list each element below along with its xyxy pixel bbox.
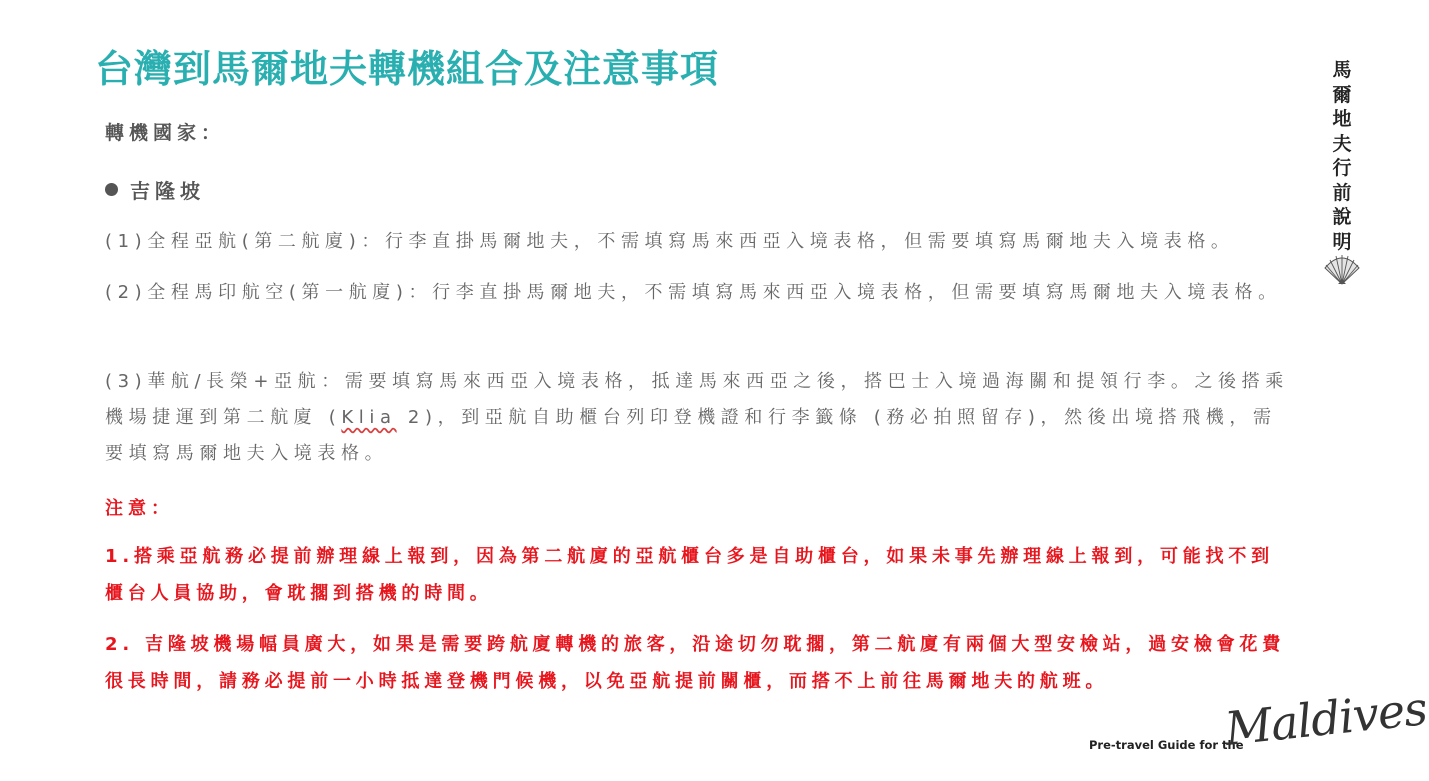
- bullet-dot-icon: [105, 183, 118, 196]
- shell-icon: [1322, 252, 1362, 286]
- footer-text: Pre-travel Guide for the: [1089, 738, 1244, 752]
- bullet-item: [105, 175, 205, 204]
- section-label: 轉機國家：: [105, 122, 226, 144]
- page-title: 台灣到馬爾地夫轉機組合及注意事項: [95, 47, 720, 91]
- bullet-text: 吉隆坡: [130, 179, 205, 203]
- maldives-script-logo: Maldives: [1222, 681, 1429, 756]
- note-1: 1.搭乘亞航務必提前辦理線上報到，因為第二航廈的亞航櫃台多是自助櫃台，如果未事先辦理線上報到，可能找不到櫃台人員協助，會耽擱到搭機的時間。: [105, 546, 1274, 604]
- option-3-text-start: (3)華航/長榮+亞航：需要填寫馬來西亞入境表格，抵達馬來西亞之後，搭巴士入境過海關和提領行李。之後搭乘機場捷運到第二航廈 (: [105, 371, 1289, 428]
- side-title: 馬爾地夫行前說明: [1332, 59, 1352, 253]
- transfer-option-1: (1)全程亞航(第二航廈)：行李直掛馬爾地夫，不需填寫馬來西亞入境表格，但需要填寫馬爾地夫入境表格。: [105, 231, 1235, 252]
- option-3-text-end: 2)，到亞航自助櫃台列印登機證和行李籤條 (務必拍照留存)，然後出境搭飛機，需要填寫馬爾地夫入境表格。: [105, 407, 1277, 464]
- note-2: 2. 吉隆坡機場幅員廣大，如果是需要跨航廈轉機的旅客，沿途切勿耽擱，第二航廈有兩個大型安檢站，過安檢會花費很長時間，請務必提前一小時抵達登機門候機，以免亞航提前關櫃，而搭不上前往馬爾地夫的航班。: [105, 634, 1286, 692]
- klia-text: Klia: [341, 407, 397, 428]
- transfer-option-2: (2)全程馬印航空(第一航廈)：行李直掛馬爾地夫，不需填寫馬來西亞入境表格，但需要填寫馬爾地夫入境表格。: [105, 282, 1282, 303]
- transfer-option-3: [105, 364, 1290, 472]
- note-label: 注意：: [105, 498, 174, 519]
